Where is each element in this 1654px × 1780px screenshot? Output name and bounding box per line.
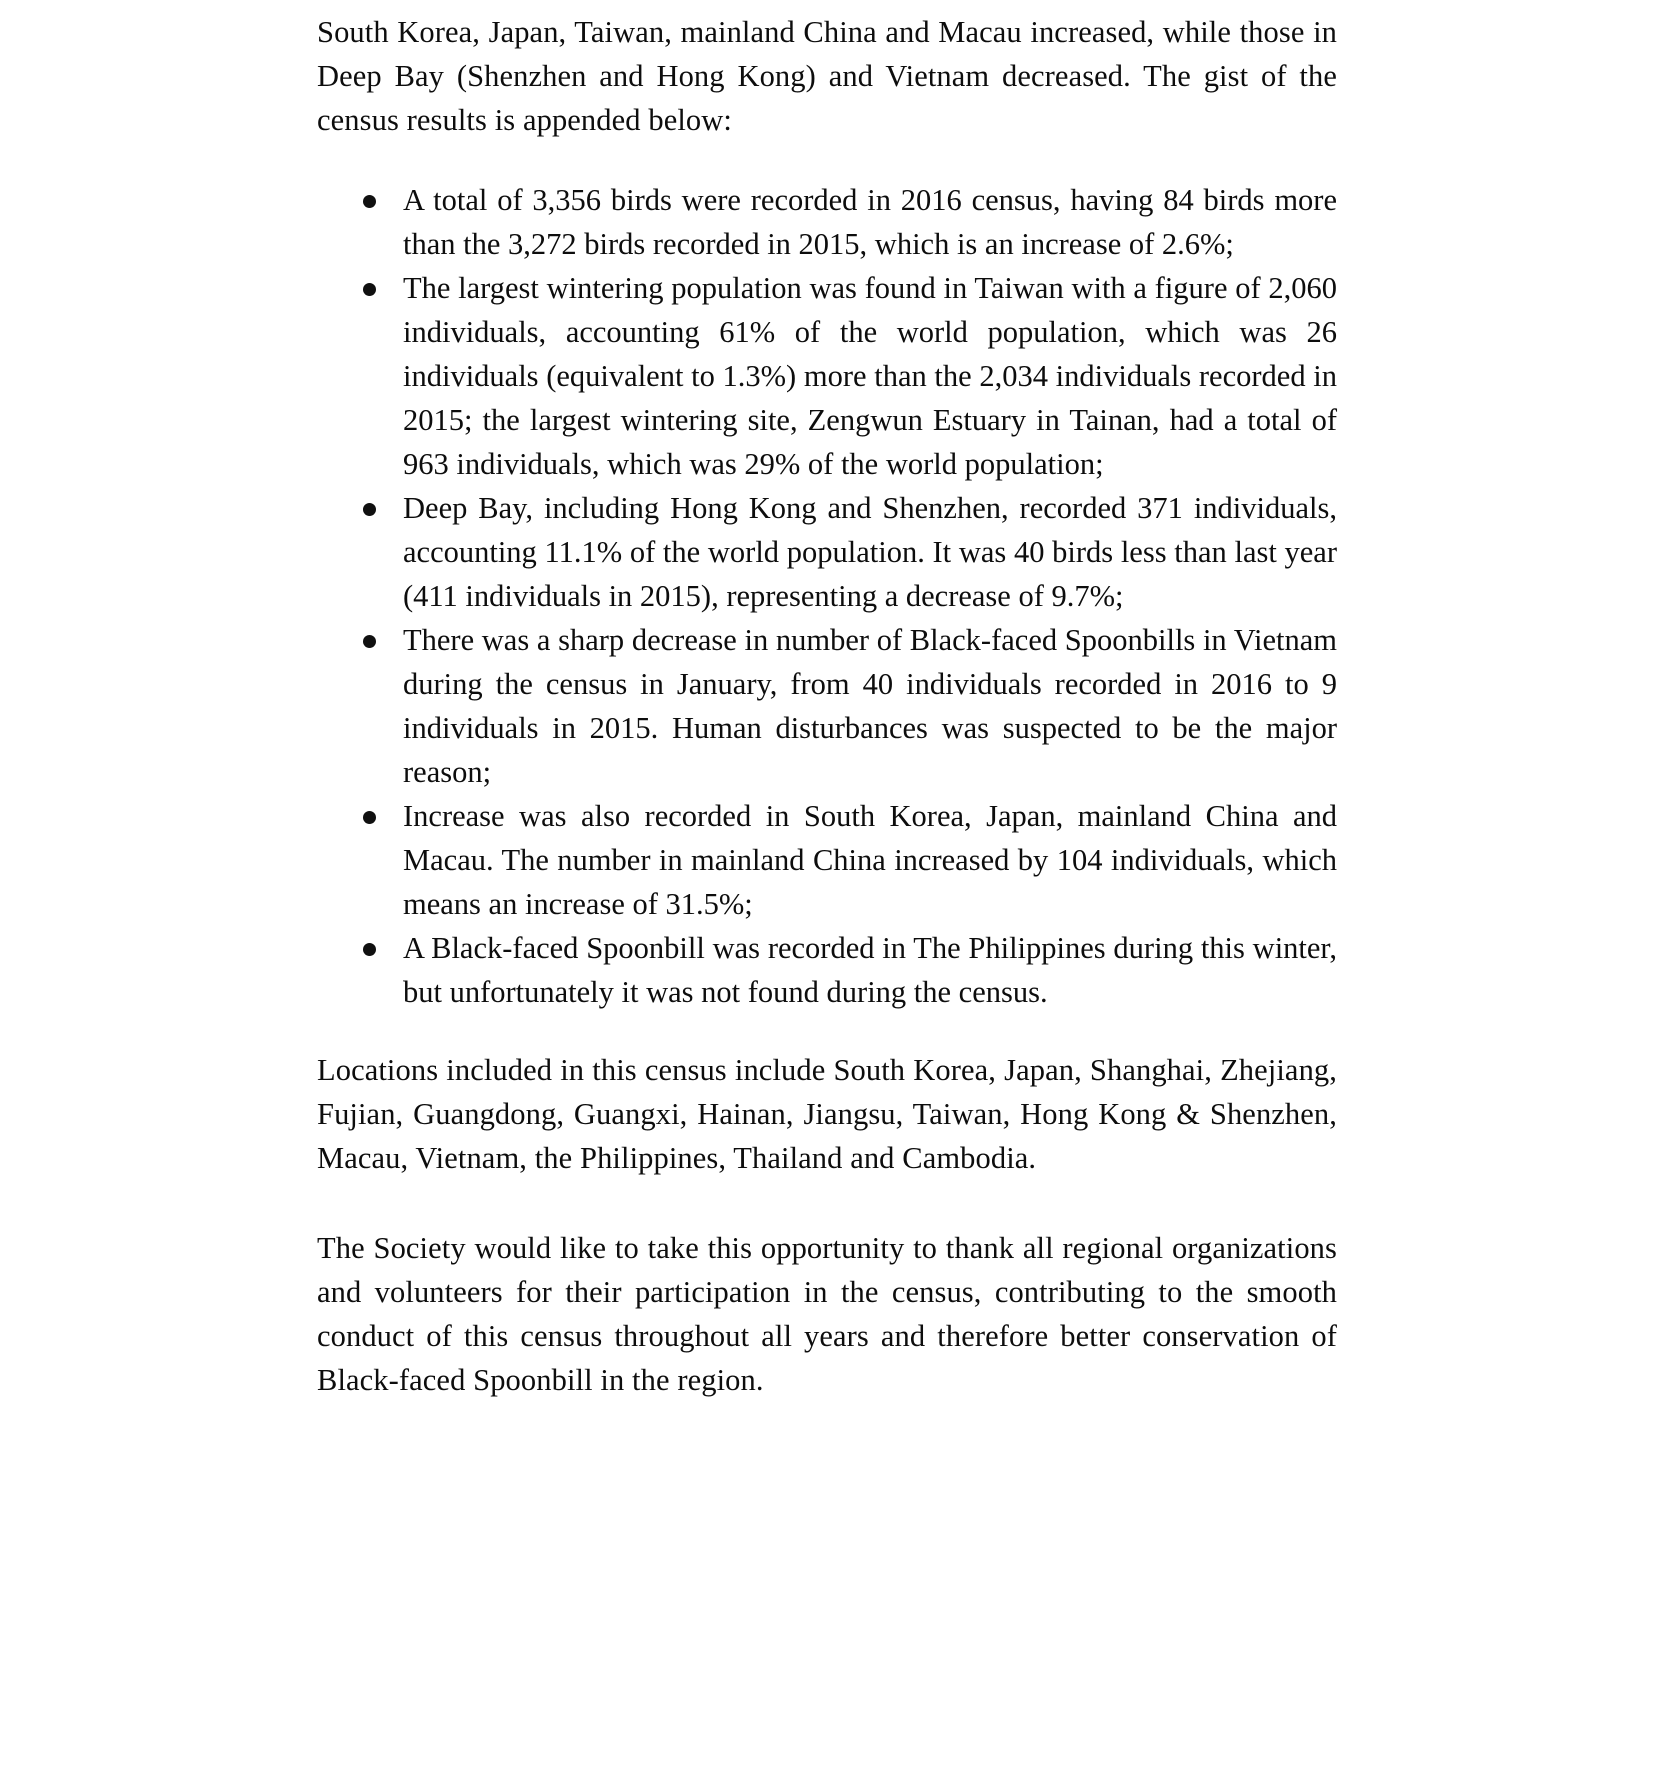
bullet-point-icon xyxy=(363,943,376,956)
document-body xyxy=(317,10,1337,1402)
list-item-text: Increase was also recorded in South Korea, Japan, mainland China and Macau. The number in mainland China increased by 104 individuals, which means an increase of 31.5%; xyxy=(403,799,1337,921)
list-item xyxy=(317,266,1337,486)
paragraph-spacer xyxy=(317,1180,1337,1226)
list-item xyxy=(317,794,1337,926)
bullet-point-icon xyxy=(363,283,376,296)
closing-paragraph: The Society would like to take this opportunity to thank all regional organizations and volunteers for their participation in the census, contributing to the smooth conduct of this census throughout all years and therefore better conservation of Black-faced Spoonbill in the region. xyxy=(317,1231,1337,1397)
bullet-point-icon xyxy=(363,195,376,208)
list-item-text: A Black-faced Spoonbill was recorded in The Philippines during this winter, but unfortunately it was not found during the census. xyxy=(403,931,1337,1009)
list-item xyxy=(317,178,1337,266)
locations-paragraph: Locations included in this census include South Korea, Japan, Shanghai, Zhejiang, Fujian, Guangdong, Guangxi, Hainan, Jiangsu, Taiwan, Hong Kong & Shenzhen, Macau, Vietnam, the Philippines, Thailand and Cambodia. xyxy=(317,1053,1337,1175)
list-item-text: There was a sharp decrease in number of Black-faced Spoonbills in Vietnam during the census in January, from 40 individuals recorded in 2016 to 9 individuals in 2015. Human disturbances was suspected to be the major reason; xyxy=(403,623,1337,789)
list-item xyxy=(317,618,1337,794)
bullet-point-icon xyxy=(363,635,376,648)
list-item-text: A total of 3,356 birds were recorded in 2016 census, having 84 birds more than the 3,272 birds recorded in 2015, which is an increase of 2.6%; xyxy=(403,183,1337,261)
intro-paragraph: South Korea, Japan, Taiwan, mainland China and Macau increased, while those in Deep Bay (Shenzhen and Hong Kong) and Vietnam decreased. The gist of the census results is appended below: xyxy=(317,15,1337,137)
census-findings-list xyxy=(317,178,1337,1014)
list-item xyxy=(317,926,1337,1014)
bullet-point-icon xyxy=(363,811,376,824)
list-item-text: Deep Bay, including Hong Kong and Shenzhen, recorded 371 individuals, accounting 11.1% of the world population. It was 40 birds less than last year (411 individuals in 2015), representing a decrease of 9.7%; xyxy=(403,491,1337,613)
list-item-text: The largest wintering population was found in Taiwan with a figure of 2,060 individuals, accounting 61% of the world population, which was 26 individuals (equivalent to 1.3%) more than the 2,034 individuals recorded in 2015; the largest wintering site, Zengwun Estuary in Tainan, had a total of 963 individuals, which was 29% of the world population; xyxy=(403,271,1337,481)
list-item xyxy=(317,486,1337,618)
bullet-point-icon xyxy=(363,503,376,516)
